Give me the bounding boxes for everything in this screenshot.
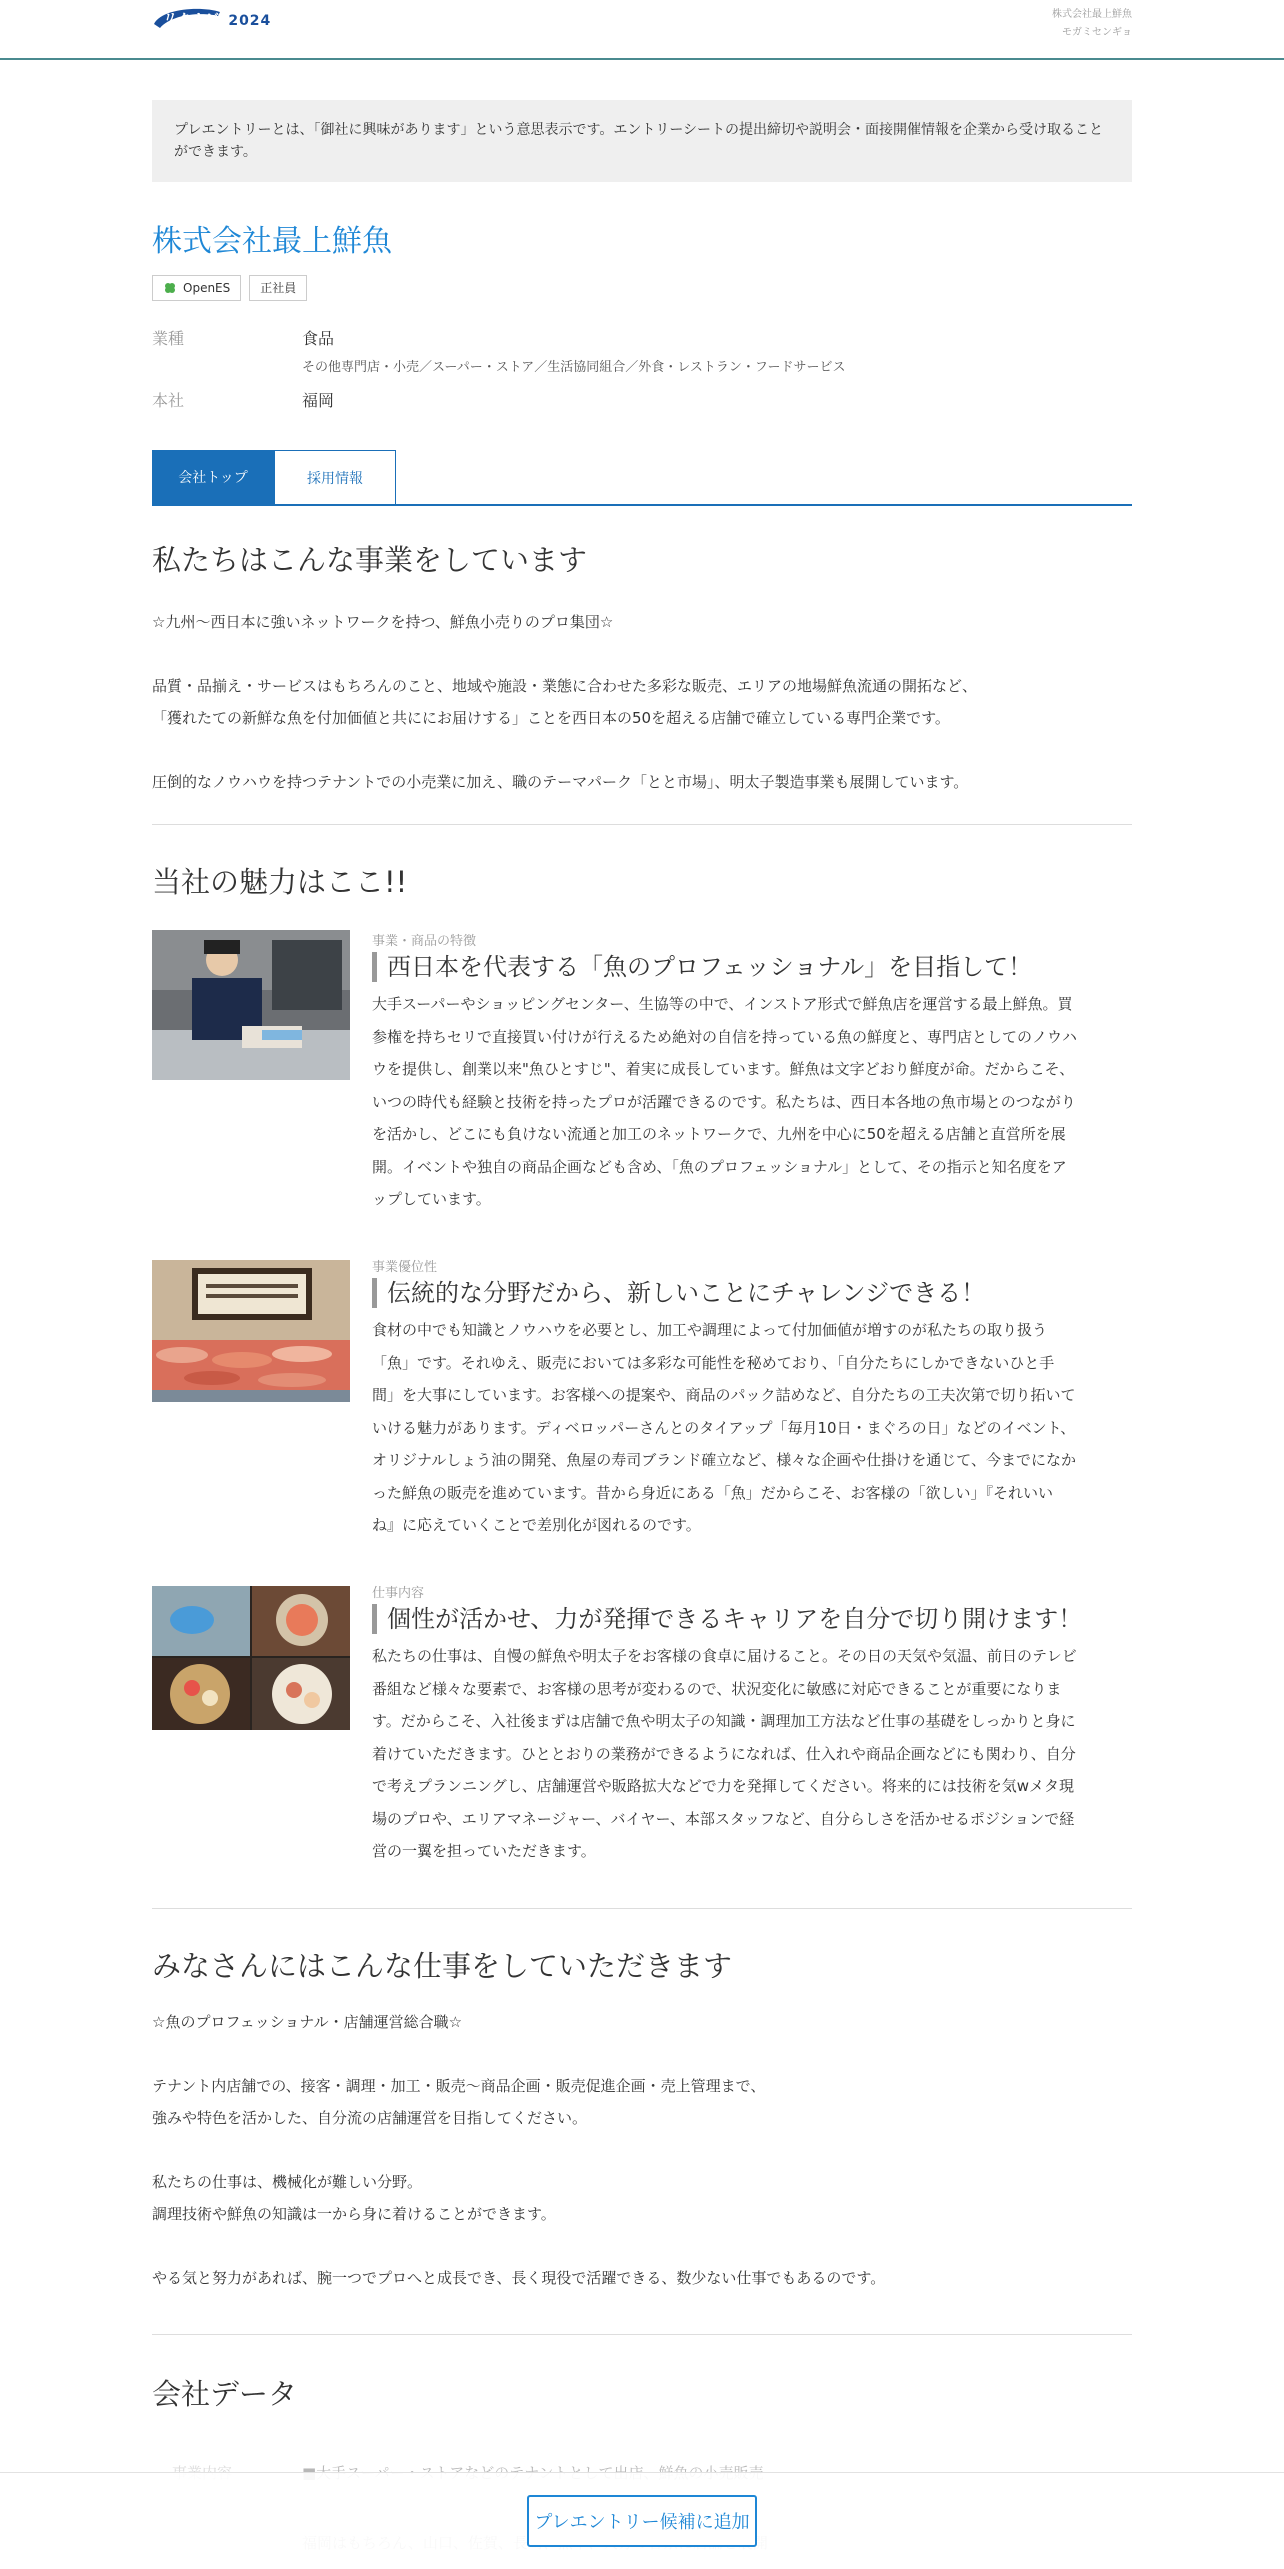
tag-employment-type: 正社員 — [249, 275, 307, 301]
feature-body — [372, 1256, 1132, 1542]
company-data-heading: 会社データ — [152, 2377, 298, 2411]
industry-subcategories: その他専門店・小売／スーパー・ストア／生活協同組合／外食・レストラン・フードサービス — [302, 360, 846, 375]
logo-text: リクナビ 2024 — [162, 11, 272, 29]
industry-label: 業種 — [152, 329, 185, 348]
tab-recruitment-info[interactable]: 採用情報 — [274, 450, 396, 504]
tag-openes: OpenES — [152, 275, 241, 301]
feature-body — [372, 1582, 1132, 1868]
business-paragraph-1: ☆九州～西日本に強いネットワークを持つ、鮮魚小売りのプロ集団☆ — [152, 613, 614, 631]
hq-label: 本社 — [152, 391, 185, 410]
feature-text: 大手スーパーやショッピングセンター、生協等の中で、インストア形式で鮮魚店を運営する最上鮮魚。買 参権を持ちセリで直接買い付けが行えるため絶対の自信を持っている魚の鮮度と、専門店としてのノウハ ウを提供し、創業以来"魚ひとすじ"、着実に成長しています。鮮魚は文字どおり鮮度が命。だからこそ、 いつの時代も経験と技術を持ったプロが活躍できるのです。私たちは、西日本各地の魚市場とのつながり を活かし、どこにも負けない流通と加工のネットワークで、九州を中心に50を超える店舗と直営所を展 開。イベントや独自の商品企画なども含め、「魚のプロフェッショナル」として、その指示と知名度をア ップしています。 — [372, 995, 1078, 1208]
header-company-kana: モガミセンギョ — [1062, 27, 1132, 38]
feature-text: 食材の中でも知識とノウハウを必要とし、加工や調理によって付加価値が増すのが私たちの取り扱う 「魚」です。それゆえ、販売においては多彩な可能性を秘めており、「自分たちにしかできないひと手 間」を大事にしています。お客様への提案や、商品のパック詰めなど、自分たちの工夫次第で切り拓いて いける魅力があります。ディベロッパーさんとのタイアップ「毎月10日・まぐろの日」などのイベント、 オリジナルしょう油の開発、魚屋の寿司ブランド確立など、様々な企画や仕掛けを通じて、今までになか った鮮魚の販売を進めています。昔から身近にある「魚」だからこそ、お客様の「欲しい」『それいい ね』に応えていくことで差別化が図れるのです。 — [372, 1321, 1076, 1534]
feature-title: 個性が活かせ、力が発揮できるキャリアを自分で切り開けます！ — [372, 1604, 1132, 1634]
work-paragraph-3b: 調理技術や鮮魚の知識は一から身に着けることができます。 — [152, 2205, 556, 2223]
feature-body — [372, 930, 1132, 1216]
section-divider — [152, 2334, 1132, 2335]
work-paragraph-2b: 強みや特色を活かした、自分流の店舗運営を目指してください。 — [152, 2109, 588, 2127]
business-heading: 私たちはこんな事業をしています — [152, 543, 588, 577]
header-company-name: 株式会社最上鮮魚 — [1052, 9, 1132, 20]
site-header — [0, 0, 1284, 60]
section-divider — [152, 1908, 1132, 1909]
clover-icon — [163, 281, 177, 295]
work-paragraph-4: やる気と努力があれば、腕一つでプロへと成長でき、長く現役で活躍できる、数少ない仕事でもあるのです。 — [152, 2269, 886, 2287]
section-divider — [152, 824, 1132, 825]
feature-title: 伝統的な分野だから、新しいことにチャレンジできる！ — [372, 1278, 1132, 1308]
work-paragraph-2a: テナント内店舗での、接客・調理・加工・販売～商品企画・販売促進企画・売上管理まで、 — [152, 2077, 766, 2095]
company-title: 株式会社最上鮮魚 — [152, 224, 392, 259]
pre-entry-notice: プレエントリーとは、「御社に興味があります」という意思表示です。エントリーシートの提出締切や説明会・面接開催情報を企業から受け取ることができます。 — [152, 100, 1132, 182]
appeal-heading: 当社の魅力はここ!! — [152, 865, 408, 899]
feature-title: 西日本を代表する「魚のプロフェッショナル」を目指して！ — [372, 952, 1132, 982]
feature-image-fish-display — [152, 1260, 350, 1402]
work-paragraph-3a: 私たちの仕事は、機械化が難しい分野。 — [152, 2173, 423, 2191]
tab-company-top[interactable]: 会社トップ — [152, 450, 274, 504]
feature-category: 事業優位性 — [372, 1260, 438, 1275]
rikunabi-logo[interactable] — [152, 4, 271, 34]
feature-category: 事業・商品の特徴 — [372, 934, 477, 949]
work-paragraph-1: ☆魚のプロフェッショナル・店舗運営総合職☆ — [152, 2013, 463, 2031]
feature-text: 私たちの仕事は、自慢の鮮魚や明太子をお客様の食卓に届けること。その日の天気や気温、前日のテレビ 番組など様々な要素で、お客様の思考が変わるので、状況変化に敏感に対応できることが重要になりま す。だからこそ、入社後まずは店舗で魚や明太子の知識・調理加工方法など仕事の基礎をしっかりと身に 着けていただきます。ひととおりの業務ができるようになれば、仕入れや商品企画などにも関わり、自分 で考えプランニングし、店舗運営や販路拡大などで力を発揮してください。将来的には技術を気wメタ現 場のプロや、エリアマネージャー、バイヤー、本部スタッフなど、自分らしさを活かせるポジションで経 営の一翼を担っていただきます。 — [372, 1647, 1077, 1860]
feature-image-sushi-collage — [152, 1586, 350, 1730]
feature-category: 仕事内容 — [372, 1586, 425, 1601]
company-tabs — [152, 450, 1132, 506]
work-heading: みなさんにはこんな仕事をしていただきます — [152, 1949, 733, 1983]
hq-value: 福岡 — [302, 391, 335, 410]
business-paragraph-3: 圧倒的なノウハウを持つテナントでの小売業に加え、職のテーマパーク「とと市場」、明太子製造事業も展開しています。 — [152, 773, 969, 791]
business-paragraph-2a: 品質・品揃え・サービスはもちろんのこと、地域や施設・業態に合わせた多彩な販売、エリアの地場鮮魚流通の開拓など、 — [152, 677, 978, 695]
company-tags — [152, 275, 307, 301]
industry-value: 食品 — [302, 329, 335, 348]
business-paragraph-2b: 「獲れたての新鮮な魚を付加価値と共ににお届けする」ことを西日本の50を超える店舗で確立している専門企業です。 — [152, 709, 950, 727]
pre-entry-button[interactable]: プレエントリー候補に追加 — [527, 2495, 757, 2547]
header-company-info — [1052, 6, 1132, 42]
feature-image-fishmonger — [152, 930, 350, 1080]
